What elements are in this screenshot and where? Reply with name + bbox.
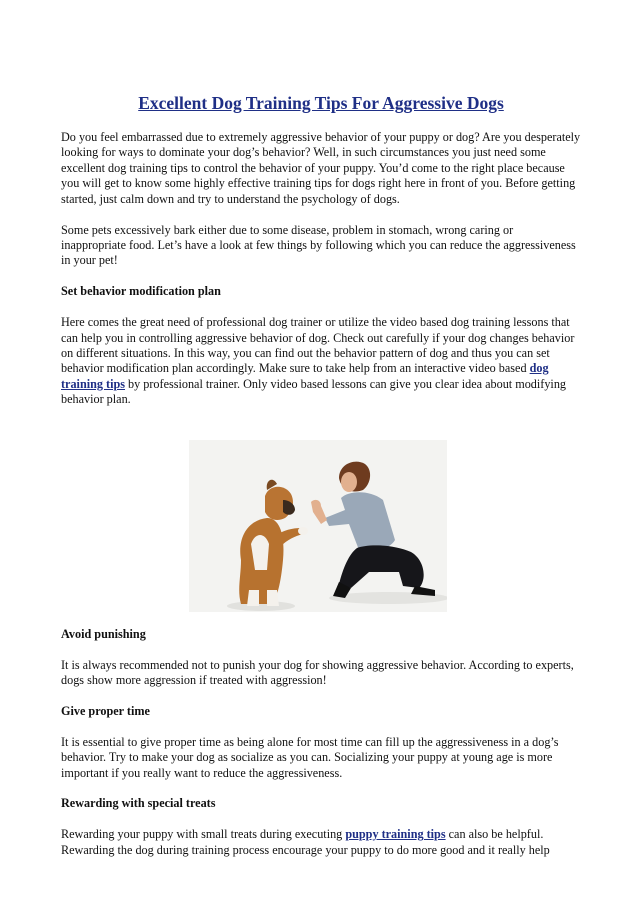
paragraph-text: Here comes the great need of professional dog trainer or utilize the video based dog training lessons that can help you in controlling aggressive behavior of dog. Check out carefully if your dog changes behavior on different situations. In this way, you can find out the behavior pattern of dog and thus you can set behavior modification plan accordingly. Make sure to take help from an interactive video based: [61, 315, 575, 376]
paragraph-text: can also be helpful. Rewarding the dog during training process encourage your puppy to do more good and it really help: [61, 827, 550, 857]
section-paragraph-give-time: It is essential to give proper time as being alone for most time can fill up the aggressiveness in a dog’s behavior. Try to make your dog as socialize as you can. Socializing your puppy at young age is more important if you really want to reduce the aggressiveness.: [61, 734, 559, 780]
section-paragraph-behavior-plan: [61, 315, 581, 407]
intro-paragraph-2: Some pets excessively bark either due to some disease, problem in stomach, wrong caring or inappropriate food. Let’s have a look at few things by following which you can reduce the aggressiveness in your pet!: [61, 222, 576, 268]
section-paragraph-avoid-punishing: It is always recommended not to punish your dog for showing aggressive behavior. According to experts, dogs show more aggression if treated with aggression!: [61, 657, 574, 687]
page-title: Excellent Dog Training Tips For Aggressive Dogs: [138, 93, 504, 113]
section-heading-avoid-punishing: Avoid punishing: [61, 626, 146, 641]
section-heading-rewarding: Rewarding with special treats: [61, 796, 216, 811]
section-heading-give-time: Give proper time: [61, 703, 150, 718]
paragraph-text: Rewarding your puppy with small treats during executing: [61, 827, 346, 842]
dog-and-trainer-photo: [189, 440, 447, 612]
puppy-training-tips-link[interactable]: puppy training tips: [345, 827, 446, 842]
paragraph-text: by professional trainer. Only video based lessons can give you clear idea about modifying behavior plan.: [61, 376, 567, 407]
section-heading-behavior-plan: Set behavior modification plan: [61, 284, 221, 299]
dog-training-tips-link[interactable]: dog training tips: [61, 361, 549, 391]
intro-paragraph-1: Do you feel embarrassed due to extremely aggressive behavior of your puppy or dog? Are you desperately looking for ways to dominate your dog’s behavior? Well, in such circumstances you just need some excellent dog training tips to control the behavior of your puppy. You’d come to the right place because you will get to know some highly effective training tips for dogs right here in front of you. Before getting started, just calm down and try to understand the psychology of dogs.: [61, 130, 581, 206]
section-paragraph-rewarding: [61, 827, 581, 858]
document-page: [61, 92, 581, 874]
